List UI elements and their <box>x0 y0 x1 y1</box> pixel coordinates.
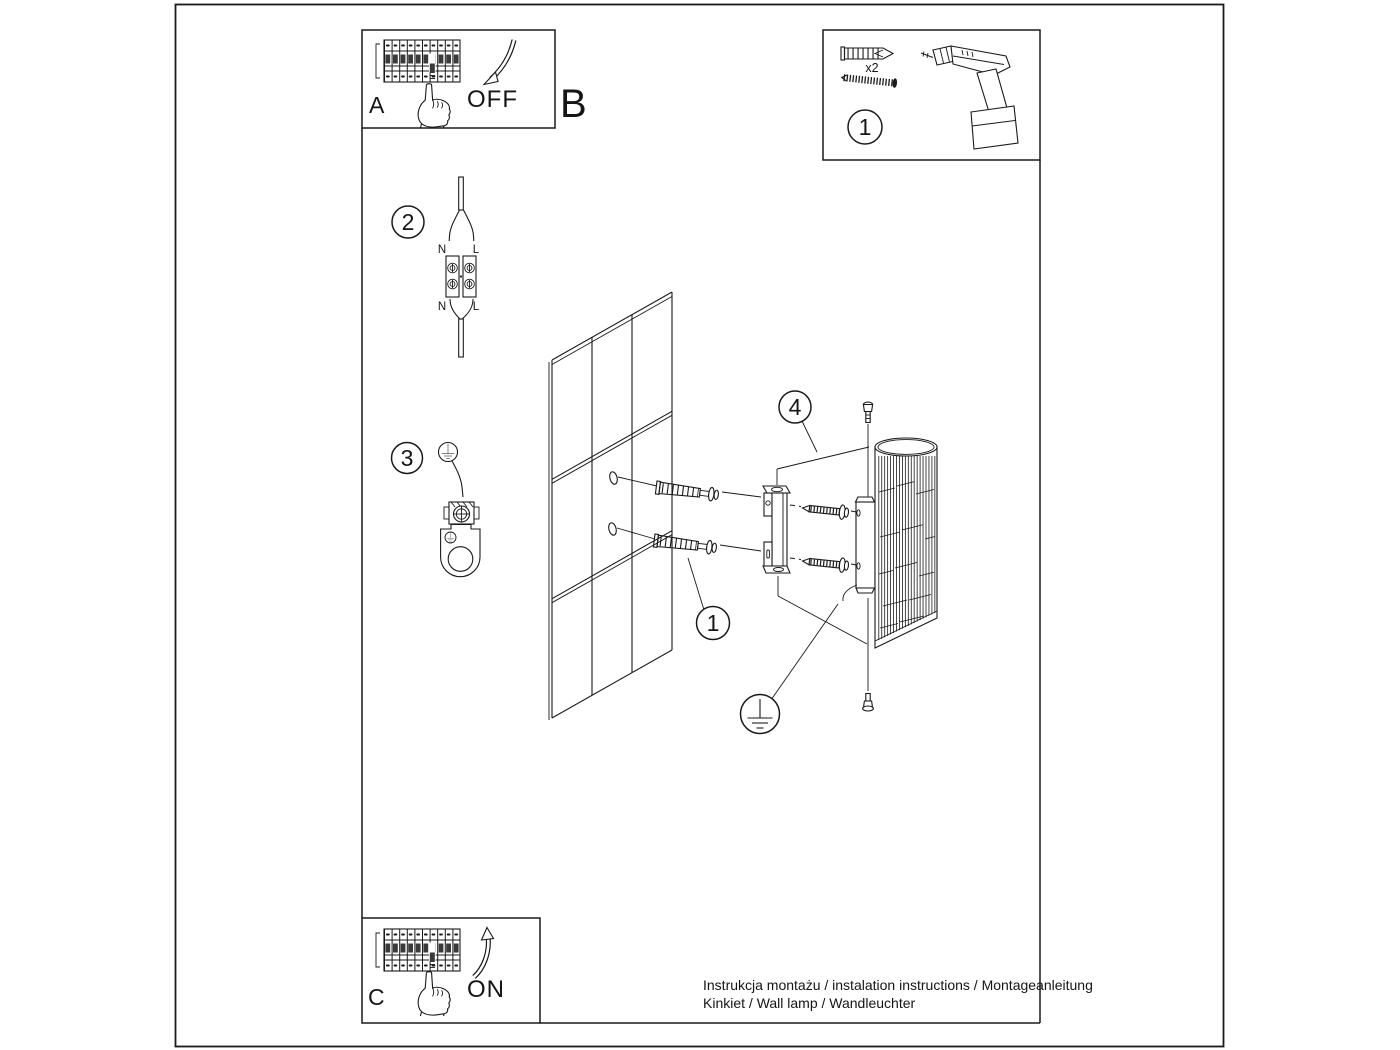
step-3-number: 3 <box>400 445 414 471</box>
wall-tiles <box>549 292 672 720</box>
label-n-top: N <box>437 244 447 256</box>
wire-n-bottom <box>450 299 460 319</box>
panel-c-label: C <box>368 984 385 1010</box>
wall-plug <box>655 481 719 502</box>
step-2-wiring <box>392 177 480 357</box>
step-1-number: 1 <box>858 114 872 140</box>
footer-line-2: Kinkiet / Wall lamp / Wandleuchter <box>703 995 916 1011</box>
panel-c-state-label: ON <box>467 976 505 1003</box>
panel-a-switch-off <box>362 30 555 128</box>
step-1-number-main: 1 <box>706 610 720 636</box>
page-border <box>176 5 1224 1047</box>
bottom-fixing-screw <box>863 694 874 712</box>
panel-a-box <box>362 30 555 128</box>
parts-panel <box>823 30 1040 160</box>
footer-caption <box>703 977 1093 1011</box>
label-n-bottom: N <box>437 301 447 313</box>
panel-a-state-label: OFF <box>467 86 518 113</box>
mounting-bracket <box>763 486 790 573</box>
top-fixing-screw <box>863 402 872 422</box>
earth-marker <box>741 604 839 734</box>
wire-l-bottom <box>462 299 473 319</box>
terminal-block <box>446 256 476 297</box>
label-l-bottom: L <box>472 301 480 313</box>
cable-top <box>459 177 464 210</box>
mounting-screw <box>802 501 849 520</box>
circuit-breaker-icon <box>376 929 460 971</box>
screw-guide-dash <box>790 505 801 507</box>
wire-l-top <box>464 210 474 241</box>
panel-a-label: A <box>369 92 385 118</box>
screw-guide-dash <box>790 558 801 560</box>
wall-plug <box>653 534 717 555</box>
cable-bottom <box>459 319 464 357</box>
mounting-screw <box>802 554 849 573</box>
wall-lamp <box>843 438 937 648</box>
panel-c-switch-on <box>362 918 540 1023</box>
step-2-number: 2 <box>401 209 415 235</box>
step-3-earth <box>392 443 481 577</box>
dowel-quantity-label: x2 <box>865 61 879 75</box>
label-l-top: L <box>472 244 480 256</box>
section-b-label: B <box>560 82 587 126</box>
lamp-backplate <box>856 497 876 593</box>
plug-leader <box>720 545 761 551</box>
step-4-marker <box>777 391 869 485</box>
lamp-wall-plate <box>441 525 480 577</box>
wire-n-top <box>449 210 459 241</box>
plug-leader <box>722 492 761 497</box>
footer-line-1: Instrukcja montażu / instalation instructions / Montageanleitung <box>703 977 1093 993</box>
step-4-number: 4 <box>788 394 802 420</box>
circuit-breaker-icon <box>376 40 460 82</box>
lamp-top-rim <box>875 438 937 456</box>
earth-terminal <box>444 502 479 524</box>
step-1-marker-main <box>688 558 730 640</box>
ground-wire <box>843 585 857 601</box>
earth-wire <box>452 461 463 497</box>
